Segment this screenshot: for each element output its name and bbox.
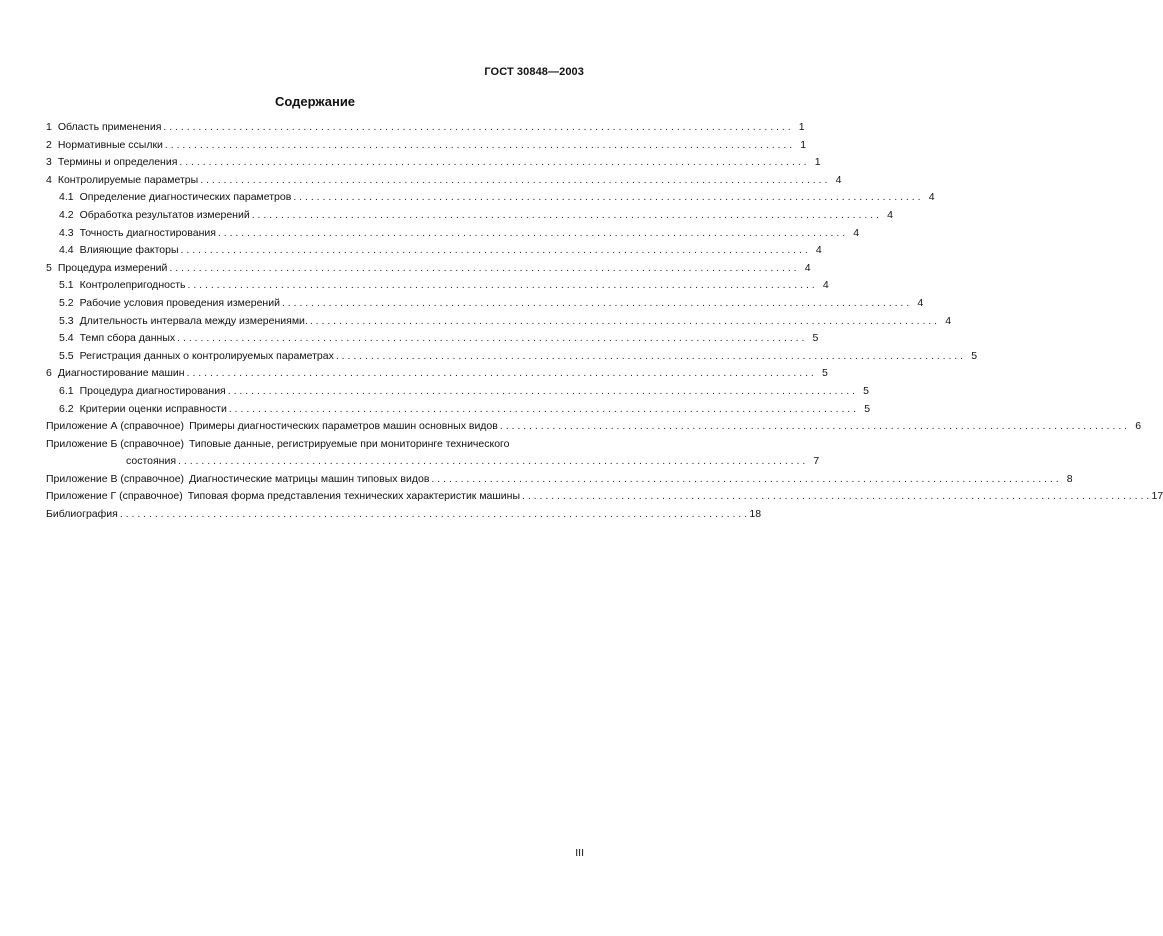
toc-entry-label: Критерии оценки исправности [79,402,227,415]
dot-leader [200,174,827,187]
toc-entry-label: Контролируемые параметры [57,173,199,186]
toc-entry-appendix-b[interactable] [46,438,579,456]
toc-entry-6-1[interactable] [46,384,869,403]
dot-leader [120,508,747,521]
toc-entry-page: 4 [804,261,811,274]
toc-entry-page: 1 [814,156,821,169]
toc-entry-number: 4 [46,173,52,186]
toc-entry-5-4[interactable] [46,332,819,350]
toc-entry-4[interactable] [46,173,842,192]
toc-entry-page: 5 [821,367,828,380]
toc-entry-4-1[interactable] [46,191,935,209]
toc-entry-label: Типовые данные, регистрируемые при мониторинге технического [188,437,510,450]
dot-leader [282,297,909,310]
toc-entry-number: 4.1 [59,191,74,204]
toc-entry-number: 6.2 [59,402,74,415]
toc-entry-label: Влияющие факторы [79,244,179,257]
toc-entry-label: Контролепригодность [79,279,186,292]
toc-entry-page: 4 [917,296,924,309]
toc-entry-label: Термины и определения [57,156,178,169]
toc-entry-appendix-g[interactable] [46,490,1163,508]
toc-entry-page: 4 [853,226,860,239]
toc-entry-label: Примеры диагностических параметров машин основных видов [189,420,498,433]
toc-entry-appendix-a[interactable] [46,420,1142,438]
toc-entry-page: 1 [798,121,805,133]
toc-entry-label: Процедура диагностирования [79,384,226,397]
toc-entry-page: 5 [863,384,869,397]
toc-entry-number: 4.4 [59,244,74,257]
toc-entry-number: 5.2 [59,296,74,309]
toc-entry-number: Приложение А (справочное) [46,420,185,433]
toc-entry-number: Приложение Г (справочное) [46,490,183,503]
toc-entry-label-continued: состояния [126,455,177,468]
toc-entry-6-2[interactable] [46,402,871,421]
toc-entry-label: Диагностирование машин [57,367,185,380]
dot-leader [293,191,920,204]
toc-entry-page: 17 [1151,490,1163,503]
toc-entry-label: Процедура измерений [57,261,168,274]
dot-leader [336,350,963,363]
toc-entry-label: Темп сбора данных [79,332,176,345]
page-folio: III [575,847,584,859]
dot-leader [228,385,855,398]
dot-leader [431,473,1058,486]
toc-entry-number: 6 [46,367,52,380]
doc-code: ГОСТ 30848—2003 [484,66,584,78]
toc-entry-label: Длительность интервала между измерениями. [79,314,308,327]
dot-leader [163,121,790,134]
toc-entry-number: 6.1 [59,384,74,397]
toc-entry-4-3[interactable] [46,226,860,245]
toc-entry-5-1[interactable] [46,279,829,297]
toc-entry-page: 4 [835,173,842,186]
toc-entry-3[interactable] [46,156,821,174]
toc-entry-number: Приложение В (справочное) [46,472,185,485]
dot-leader [165,139,792,152]
toc-entry-label: Библиография [46,508,118,521]
toc-entry-number: 5.5 [59,349,74,362]
toc-entry-label: Диагностические матрицы машин типовых видов [189,472,430,485]
toc-entry-number: 3 [46,156,52,169]
dot-leader [187,367,814,380]
dot-leader [177,332,804,345]
toc-entry-6[interactable] [46,367,828,385]
toc-entry-number: 1 [46,121,52,133]
toc-entry-page: 4 [928,191,935,204]
dot-leader [181,244,808,257]
toc-entry-page: 4 [815,244,822,257]
toc-entry-label: Обработка результатов измерений [79,208,250,221]
toc-entry-number: 2 [46,138,52,151]
toc-entry-number: 4.3 [59,226,74,239]
toc-entry-label: Область применения [57,121,162,133]
toc-entry-label: Определение диагностических параметров [79,191,292,204]
toc-entry-appendix-b-continued[interactable] [46,455,820,473]
toc-entry-number: Приложение Б (справочное) [46,437,184,450]
dot-leader [179,156,806,169]
toc-entry-5-2[interactable] [46,296,924,315]
toc-entry-bibliography[interactable] [46,508,762,526]
toc-entry-page: 4 [887,208,893,221]
toc-entry-page: 6 [1135,420,1142,433]
dot-leader [229,403,856,416]
dot-leader [522,490,1149,503]
toc-entry-label: Типовая форма представления технических характеристик машины [187,490,521,503]
dot-leader [169,262,796,275]
dot-leader [252,209,879,222]
toc-entry-4-4[interactable] [46,244,822,262]
toc-entry-page: 4 [945,314,952,327]
toc-entry-page: 8 [1066,472,1073,485]
dot-leader [310,315,937,328]
toc-title: Содержание [274,94,356,109]
toc-entry-page: 7 [813,455,820,468]
dot-leader [178,455,805,468]
toc-entry-page: 5 [971,349,978,362]
toc-entry-number: 4.2 [59,208,74,221]
toc-entry-label: Нормативные ссылки [57,138,163,151]
toc-entry-page: 4 [822,279,829,292]
toc-entry-number: 5 [46,261,52,274]
toc-entry-number: 5.3 [59,314,74,327]
toc-entry-number: 5.1 [59,279,74,292]
table-of-contents [46,121,1163,526]
toc-entry-number: 5.4 [59,332,74,345]
toc-entry-page: 1 [800,138,807,151]
toc-entry-4-2[interactable] [46,208,893,227]
toc-entry-label: Рабочие условия проведения измерений [79,296,280,309]
toc-entry-page: 18 [749,508,762,521]
toc-entry-2[interactable] [46,138,807,157]
dot-leader [218,227,845,240]
dot-leader [500,420,1127,433]
toc-entry-1[interactable] [46,121,805,139]
toc-entry-5-5[interactable] [46,349,978,368]
toc-entry-page: 5 [864,402,871,415]
toc-entry-5[interactable] [46,261,811,280]
toc-entry-appendix-v[interactable] [46,472,1073,491]
toc-entry-label: Регистрация данных о контролируемых параметрах [79,349,334,362]
toc-entry-label: Точность диагностирования [79,226,216,239]
toc-entry-5-3[interactable] [46,314,952,333]
dot-leader [187,279,814,292]
toc-entry-page: 5 [812,332,819,345]
